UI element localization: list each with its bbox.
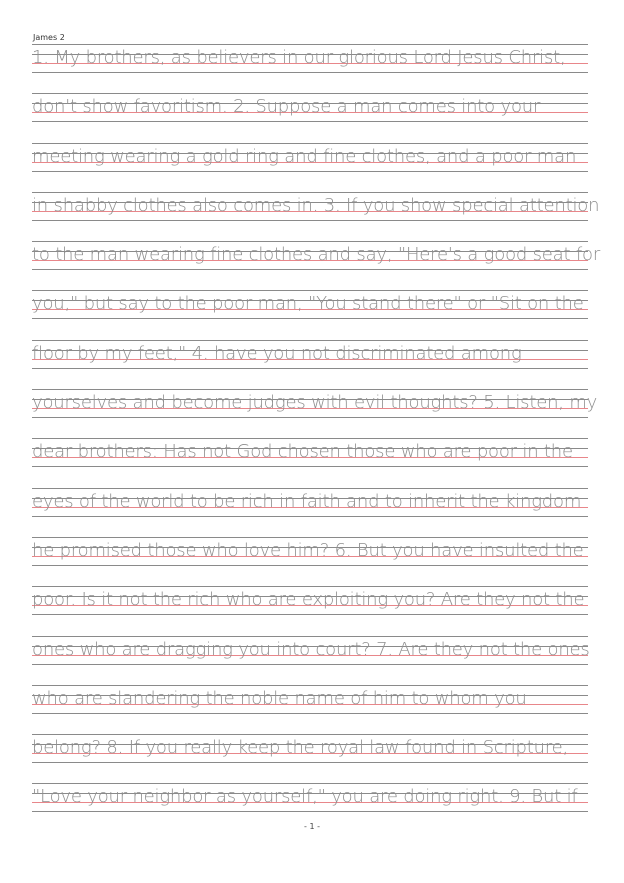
guide-rule-bottom xyxy=(32,713,588,714)
trace-text: don't show favoritism. 2. Suppose a man comes into your xyxy=(32,96,541,118)
trace-text: poor. Is it not the rich who are exploiting you? Are they not the xyxy=(32,589,585,611)
guide-rule-bottom xyxy=(32,811,588,812)
trace-text: you," but say to the poor man, "You stand there" or "Sit on the xyxy=(32,293,584,315)
practice-line xyxy=(32,340,588,389)
practice-line xyxy=(32,389,598,438)
guide-rule-bottom xyxy=(32,72,588,73)
practice-line xyxy=(32,143,588,192)
guide-rule-bottom xyxy=(32,762,588,763)
practice-line xyxy=(32,44,588,93)
guide-rule-bottom xyxy=(32,121,588,122)
practice-line xyxy=(32,438,588,487)
guide-rule-bottom xyxy=(32,466,588,467)
trace-text: who are slandering the noble name of him to whom you xyxy=(32,687,527,709)
practice-line xyxy=(32,586,588,635)
trace-text: belong? 8. If you really keep the royal law found in Scripture, xyxy=(32,737,569,759)
guide-rule-bottom xyxy=(32,516,588,517)
practice-line xyxy=(32,734,588,783)
trace-text: eyes of the world to be rich in faith and to inherit the kingdom xyxy=(32,490,582,512)
practice-line xyxy=(32,685,588,734)
practice-line xyxy=(32,636,588,685)
guide-rule-bottom xyxy=(32,171,588,172)
guide-rule-bottom xyxy=(32,417,588,418)
guide-rule-bottom xyxy=(32,269,588,270)
trace-text: dear brothers: Has not God chosen those who are poor in the xyxy=(32,441,573,463)
guide-rule-bottom xyxy=(32,614,588,615)
practice-line xyxy=(32,93,588,142)
trace-text: 1. My brothers, as believers in our glorious Lord Jesus Christ, xyxy=(32,47,566,68)
practice-line xyxy=(32,537,588,586)
guide-rule-bottom xyxy=(32,565,588,566)
practice-line xyxy=(32,241,601,290)
handwriting-practice-sheet xyxy=(32,44,601,833)
page-title: James 2 xyxy=(33,33,65,42)
trace-text: he promised those who love him? 6. But you have insulted the xyxy=(32,539,584,561)
trace-text: ones who are dragging you into court? 7. Are they not the ones xyxy=(32,638,590,660)
guide-rule-bottom xyxy=(32,318,588,319)
practice-line xyxy=(32,290,588,339)
page-number: - 1 - xyxy=(304,822,320,831)
trace-text: yourselves and become judges with evil thoughts? 5. Listen, my xyxy=(32,392,598,414)
guide-rule-bottom xyxy=(32,368,588,369)
trace-text: "Love your neighbor as yourself," you are doing right. 9. But if xyxy=(32,786,578,808)
trace-text: meeting wearing a gold ring and fine clothes, and a poor man xyxy=(32,145,577,167)
practice-line xyxy=(32,192,600,241)
guide-rule-bottom xyxy=(32,220,588,221)
trace-text: in shabby clothes also comes in. 3. If you show special attention xyxy=(32,194,600,216)
trace-text: floor by my feet," 4. have you not discriminated among xyxy=(32,342,522,364)
practice-line xyxy=(32,488,588,537)
guide-rule-bottom xyxy=(32,664,588,665)
trace-text: to the man wearing fine clothes and say, "Here's a good seat for xyxy=(32,244,601,266)
